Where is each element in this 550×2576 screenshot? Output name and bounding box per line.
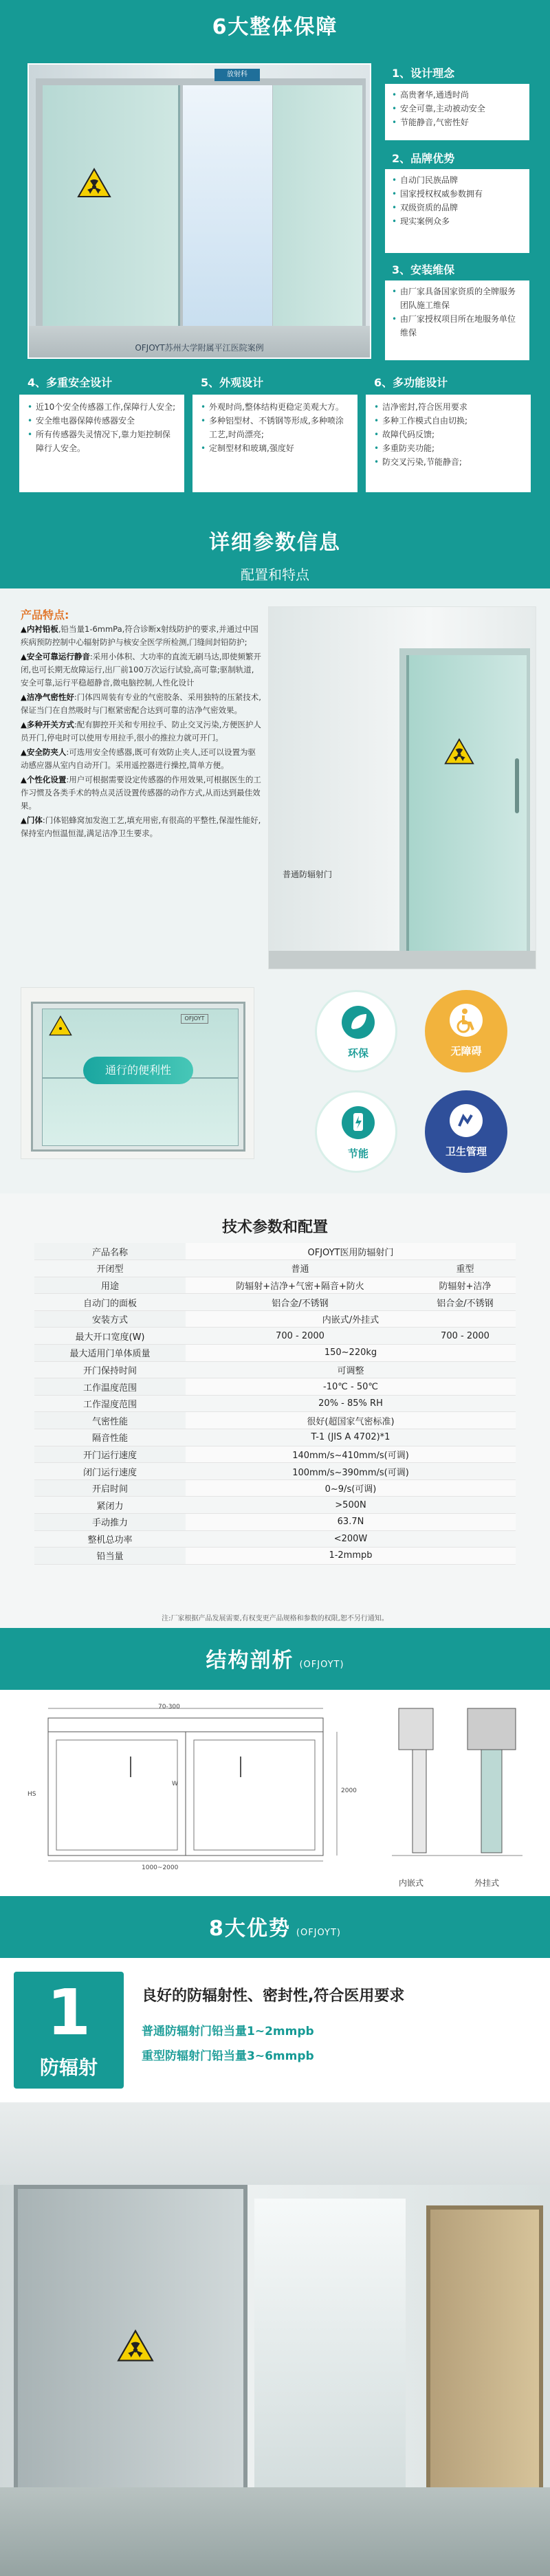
card-item: • 多重防夹功能;	[374, 441, 522, 455]
door-photo	[268, 606, 536, 969]
card-item: • 定制型材和玻璃,强度好	[201, 441, 349, 455]
features-list	[21, 623, 261, 841]
feature-item: ▲安全可靠运行静音:采用小体积、大功率的直流无刷马达,即使频繁开闭,也可长期无故障运行,出厂前100万次运行试验,高可靠;驱制轨道,安全可靠,运行平稳超静音,微电脑控制,人性化设计	[21, 652, 261, 687]
table-row	[34, 1479, 516, 1497]
section-title: 详细参数信息	[209, 531, 341, 555]
table-row	[34, 1243, 516, 1260]
card-design	[385, 63, 529, 140]
table-row	[34, 1294, 516, 1311]
lead-equivalent-heavy: 重型防辐射门铅当量3~6mmpb	[142, 2049, 314, 2063]
spec-value: 普通	[186, 1260, 415, 1277]
table-title: 技术参数和配置	[221, 1219, 328, 1236]
card-heading: 6、多功能设计	[366, 371, 531, 395]
spec-value: 很好(超国家气密标准)	[186, 1412, 516, 1429]
spec-value: 700 - 2000	[186, 1328, 415, 1345]
spec-value: 0~9/s(可调)	[186, 1479, 516, 1497]
energy-saving-icon: 节能	[315, 1090, 397, 1173]
table-row	[34, 1463, 516, 1480]
feature-item: ▲个性化设置:用户可根据需要设定传感器的作用效果,可根据医生的工作习惯及各类手术的特点灵活设置传感器的动作方式,从而达到最佳效果。	[21, 775, 261, 811]
card-item: • 自动门民族品牌	[392, 173, 522, 187]
table-row	[34, 1514, 516, 1531]
card-multifunction	[366, 371, 531, 492]
spec-key: 开门运行速度	[34, 1446, 186, 1463]
spec-key: 开门保持时间	[34, 1361, 186, 1378]
spec-value: 150~220kg	[186, 1345, 516, 1362]
door-panel-right	[273, 85, 362, 326]
card-item: • 双级资质的品牌	[392, 201, 522, 214]
dimension-label: 1000~2000	[142, 1864, 179, 1871]
spec-value: <200W	[186, 1530, 516, 1548]
table-row	[34, 1345, 516, 1362]
advantage-badge	[14, 1972, 124, 2089]
section-title: 8大优势 (OFJOYT)	[209, 1917, 341, 1941]
section-subtitle: 配置和特点	[241, 566, 309, 583]
feature-icons	[308, 987, 535, 1193]
spec-value: 20% - 85% RH	[186, 1395, 516, 1412]
structure-side-drawing	[385, 1702, 529, 1867]
card-heading: 3、安装维保	[385, 260, 529, 280]
card-safety	[19, 371, 184, 492]
radiation-warning-icon	[117, 2329, 154, 2362]
hero-photo	[28, 63, 371, 359]
spec-value: 防辐射+洁净	[415, 1277, 516, 1294]
dimension-label: W	[172, 1781, 178, 1787]
feature-item: ▲门体:门体铝蜂窝加发泡工艺,填充用密,有很高的平整性,保湿性能好,保持室内恒温恒湿,满足洁净卫生要求。	[21, 815, 261, 838]
door-panel	[406, 655, 527, 951]
card-item: • 洁净密封,符合医用要求	[374, 400, 522, 414]
section-title: 结构剖析 (OFJOYT)	[206, 1649, 344, 1673]
spec-value: 63.7N	[186, 1514, 516, 1531]
table-row	[34, 1446, 516, 1463]
spec-value: OFJOYT医用防辐射门	[186, 1243, 516, 1260]
dimension-label: HS	[28, 1791, 36, 1798]
card-item: • 故障代码反馈;	[374, 428, 522, 441]
table-row	[34, 1548, 516, 1565]
card-item: • 由厂家具备国家资质的全牌服务团队施工维保	[392, 285, 522, 312]
card-heading: 1、设计理念	[385, 63, 529, 84]
spec-value: 重型	[415, 1260, 516, 1277]
spec-key: 开启时间	[34, 1479, 186, 1497]
spec-value: 1-2mmpb	[186, 1548, 516, 1565]
features-title: 产品特点:	[21, 608, 69, 621]
feature-item: ▲内衬铅板,铅当量1-6mmPa,符合诊断x射线防护的要求,并通过中国疾病预防控制中心辐射防护与核安全医学所检测,门缝间封铅防护;	[21, 624, 258, 647]
card-item: • 高贵奢华,通透时尚	[392, 88, 522, 102]
dimension-label: 70-300	[158, 1704, 180, 1710]
table-row	[34, 1497, 516, 1514]
table-row	[34, 1395, 516, 1412]
structure-front-drawing	[21, 1702, 364, 1867]
spec-key: 产品名称	[34, 1243, 186, 1260]
table-row	[34, 1412, 516, 1429]
table-row	[34, 1310, 516, 1328]
brand-tag: OFJOYT	[181, 1014, 208, 1024]
table-row	[34, 1429, 516, 1446]
card-item: • 安全可靠,主动被动安全	[392, 102, 522, 115]
door-panel-right	[426, 2205, 543, 2508]
spec-key: 手动推力	[34, 1514, 186, 1531]
card-item: • 现实案例众多	[392, 214, 522, 228]
door-sketch	[21, 987, 254, 1159]
table-row	[34, 1328, 516, 1345]
radiation-warning-icon	[77, 168, 111, 198]
spec-value: 140mm/s~410mm/s(可调)	[186, 1446, 516, 1463]
spec-value: 内嵌式/外挂式	[186, 1310, 516, 1328]
spec-value: 700 - 2000	[415, 1328, 516, 1345]
mount-type-label: 内嵌式	[399, 1878, 424, 1888]
section-title: 6大整体保障	[212, 15, 338, 39]
spec-table	[34, 1243, 516, 1565]
card-item: • 近10个安全传感器工作,保障行人安全;	[28, 400, 176, 414]
photo-caption: 普通防辐射门	[283, 870, 333, 879]
door-panel-left	[43, 85, 180, 326]
table-row	[34, 1260, 516, 1277]
feature-item: ▲多种开关方式:配有脚控开关和专用拉手、防止交叉污染,方便医护人员开门,停电时可以使用专用拉手,很小的推拉力就可开门。	[21, 720, 261, 742]
feature-item: ▲安全防夹人:可选用安全传感器,既可有效防止夹人,还可以设置为驱动感应器从室内自动开门。采用遥控器进行操控,简单方便。	[21, 747, 256, 770]
table-row	[34, 1530, 516, 1548]
spec-key: 工作湿度范围	[34, 1395, 186, 1412]
card-item: • 安全维电器保障传感器安全	[28, 414, 176, 428]
feature-item: ▲洁净气密性好:门体四周装有专业的气密胶条、采用独特的压紧技术,保证当门在自然吸时与门框紧密配合达到可靠的洁净气密效果。	[21, 692, 261, 715]
hygiene-icon: 卫生管理	[425, 1090, 507, 1173]
radiation-warning-icon	[49, 1015, 72, 1036]
spec-value: 100mm/s~390mm/s(可调)	[186, 1463, 516, 1480]
spec-key: 开闭型	[34, 1260, 186, 1277]
spec-key: 紧闭力	[34, 1497, 186, 1514]
spec-key: 闭门运行速度	[34, 1463, 186, 1480]
card-brand	[385, 148, 529, 253]
spec-key: 自动门的面板	[34, 1294, 186, 1311]
spec-key: 工作温度范围	[34, 1378, 186, 1396]
guarantee-section	[0, 0, 550, 509]
card-appearance	[192, 371, 358, 492]
spec-value: 铝合金/不锈钢	[186, 1294, 415, 1311]
radiology-sign: 放射科	[214, 69, 260, 81]
card-item: • 多种工作模式自由切换;	[374, 414, 522, 428]
card-heading: 4、多重安全设计	[19, 371, 184, 395]
card-heading: 5、外观设计	[192, 371, 358, 395]
spec-key: 气密性能	[34, 1412, 186, 1429]
spec-key: 铅当量	[34, 1548, 186, 1565]
card-item: • 所有传感器失灵情况下,靠力矩控制保障行人安全。	[28, 428, 176, 455]
table-row	[34, 1378, 516, 1396]
spec-key: 用途	[34, 1277, 186, 1294]
lead-equivalent-normal: 普通防辐射门铅当量1~2mmpb	[142, 2025, 314, 2038]
spec-key: 隔音性能	[34, 1429, 186, 1446]
card-heading: 2、品牌优势	[385, 148, 529, 169]
convenience-badge: 通行的便利性	[83, 1057, 193, 1084]
mount-type-label: 外挂式	[474, 1878, 500, 1888]
card-item: • 国家授权权威参数拥有	[392, 187, 522, 201]
card-item: • 由厂家授权项目所在地服务单位维保	[392, 312, 522, 340]
door-handle	[515, 758, 519, 813]
spec-key: 最大适用门单体质量	[34, 1345, 186, 1362]
card-item: • 节能静音,气密性好	[392, 115, 522, 129]
eco-icon: 环保	[315, 990, 397, 1072]
table-row	[34, 1277, 516, 1294]
radiation-warning-icon	[444, 738, 474, 765]
photo-caption: OFJOYT苏州大学附属平江医院案例	[135, 343, 264, 353]
card-item: • 多种铝型材、不锈钢等形成,多种喷涂工艺,时尚漂亮;	[201, 414, 349, 441]
advantage-heading: 良好的防辐射性、密封性,符合医用要求	[142, 1988, 405, 2005]
advantage-label: 防辐射	[39, 2056, 98, 2079]
dimension-label: 2000	[341, 1787, 357, 1794]
spec-value: >500N	[186, 1497, 516, 1514]
card-installation	[385, 260, 529, 360]
spec-value: -10℃ - 50℃	[186, 1378, 516, 1396]
table-row	[34, 1361, 516, 1378]
accessibility-icon: 无障碍	[425, 990, 507, 1072]
card-item: • 外观时尚,整体结构更稳定美观大方。	[201, 400, 349, 414]
card-item: • 防交叉污染,节能静音;	[374, 455, 522, 469]
advantage-number: 1	[46, 1976, 91, 2049]
table-note: 注:厂家根据产品发展需要,有权变更产品规格和参数的权限,恕不另行通知。	[162, 1615, 388, 1622]
spec-value: 可调整	[186, 1361, 516, 1378]
spec-value: 防辐射+洁净+气密+隔音+防火	[186, 1277, 415, 1294]
spec-value: 铝合金/不锈钢	[415, 1294, 516, 1311]
spec-key: 最大开口宽度(W)	[34, 1328, 186, 1345]
spec-key: 安装方式	[34, 1310, 186, 1328]
spec-key: 整机总功率	[34, 1530, 186, 1548]
corridor-photo	[0, 2102, 550, 2576]
spec-value: T-1 (JIS A 4702)*1	[186, 1429, 516, 1446]
